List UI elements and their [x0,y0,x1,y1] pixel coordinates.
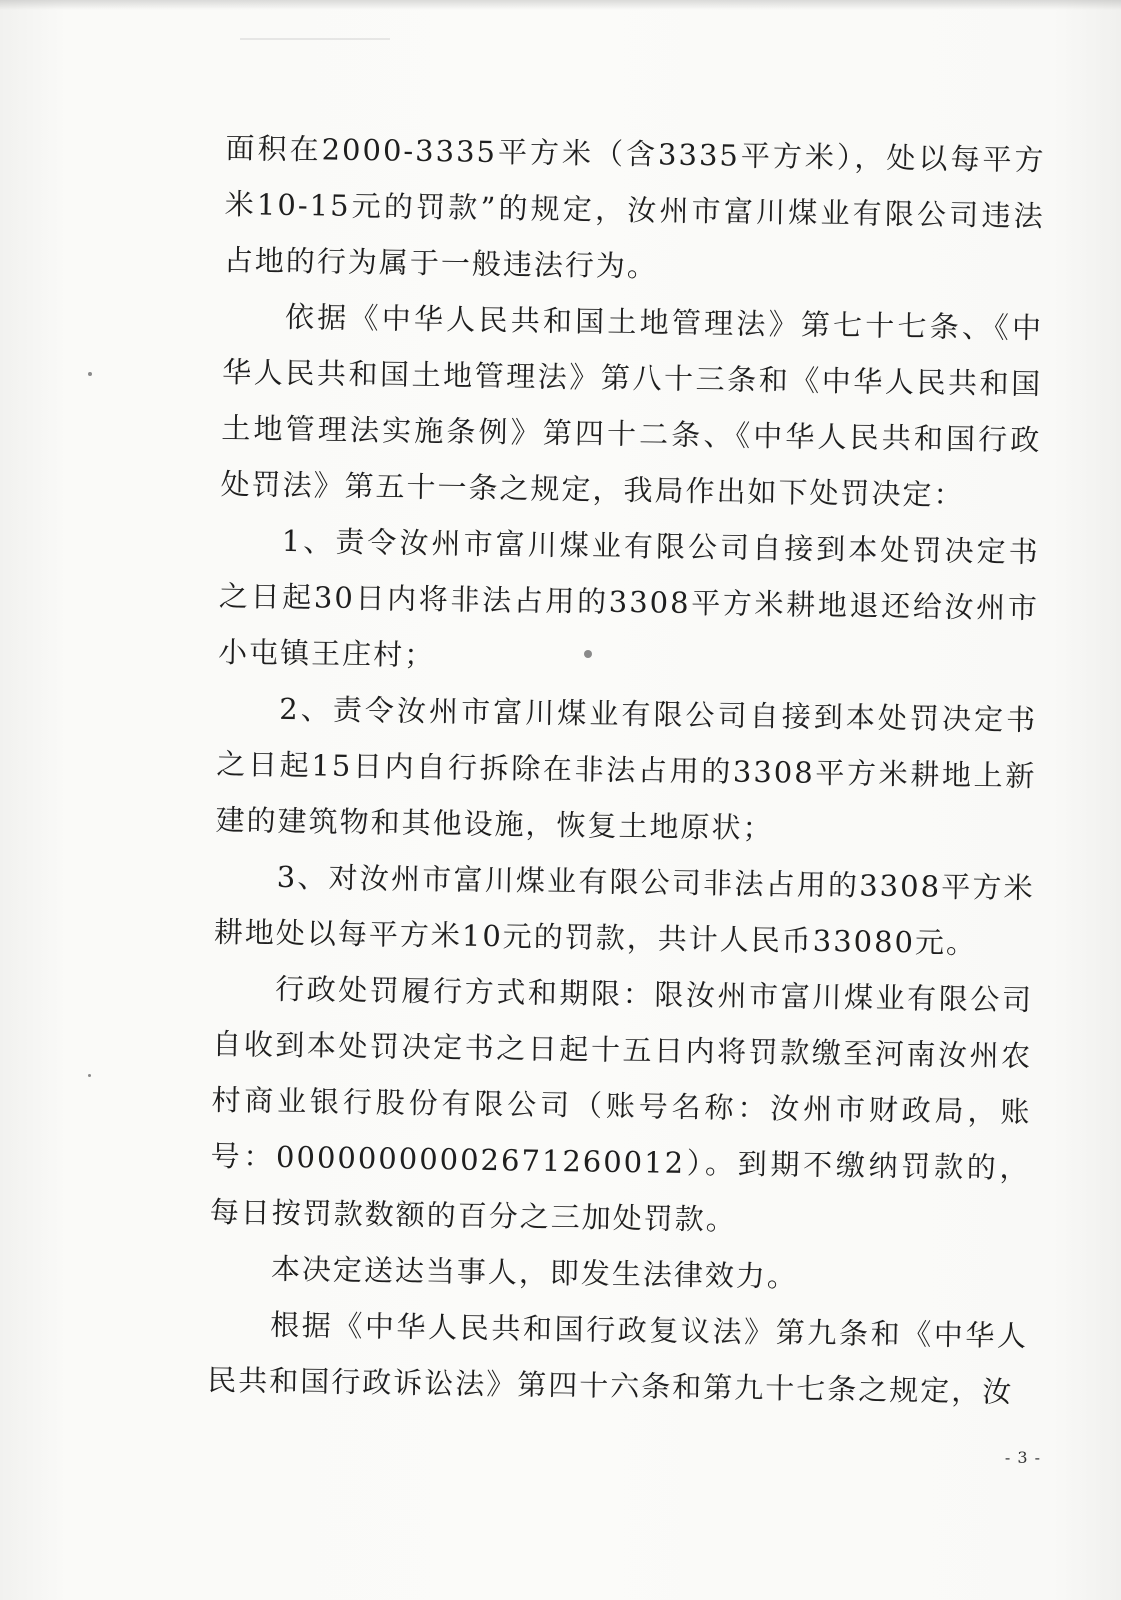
paragraph-continuation: 面积在2000-3335平方米（含3335平方米），处以每平方米10-15元的罚款”的规定，汝州市富川煤业有限公司违法占地的行为属于一般违法行为。 [223,130,1046,284]
paragraph-item-1: 1、责令汝州市富川煤业有限公司自接到本处罚决定书之日起30日内将非法占用的3308平方米耕地退还给汝州市小屯镇王庄村； [217,523,1040,673]
paragraph-payment-terms: 行政处罚履行方式和期限：限汝州市富川煤业有限公司自收到本处罚决定书之日起十五日内将罚款缴至河南汝州农村商业银行股份有限公司（账号名称：汝州市财政局，账号：00000000002671260012）。到期不缴纳罚款的，每日按罚款数额的百分之三加处罚款。 [209,971,1034,1237]
scan-mark [240,38,390,40]
document-body [207,120,1046,1420]
paragraph-legal-basis: 依据《中华人民共和国土地管理法》第七十七条、《中华人民共和国土地管理法》第八十三条和《中华人民共和国土地管理法实施条例》第四十二条、《中华人民共和国行政处罚法》第五十一条之规定，我局作出如下处罚决定： [220,299,1044,512]
paragraph-item-2: 2、责令汝州市富川煤业有限公司自接到本处罚决定书之日起15日内自行拆除在非法占用的3308平方米耕地上新建的建筑物和其他设施，恢复土地原状； [215,691,1038,846]
page-number: - 3 - [1004,1448,1041,1467]
scan-edge-shadow [0,0,1121,10]
paragraph-effect: 本决定送达当事人，即发生法律效力。 [270,1251,799,1294]
scan-speck [88,1074,91,1077]
scan-speck [88,372,92,376]
paragraph-appeal-rights: 根据《中华人民共和国行政复议法》第九条和《中华人民共和国行政诉讼法》第四十六条和第九十七条之规定，汝 [207,1307,1029,1409]
paragraph-item-3: 3、对汝州市富川煤业有限公司非法占用的3308平方米耕地处以每平方米10元的罚款，共计人民币33080元。 [213,859,1035,961]
